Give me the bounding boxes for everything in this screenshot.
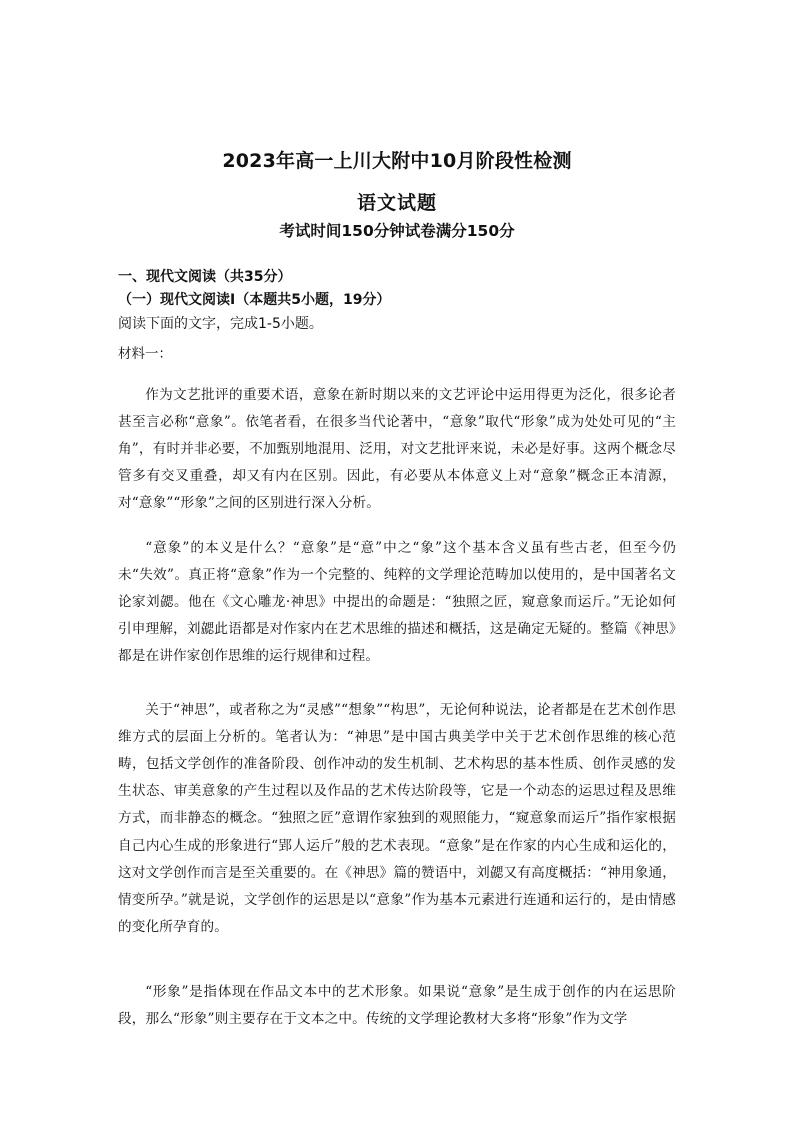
exam-info: 考试时间150分钟试卷满分150分 — [279, 222, 515, 240]
subject-title: 语文试题 — [356, 192, 437, 214]
exam-title: 2023年高一上川大附中10月阶段性检测 — [222, 150, 572, 172]
reading-instruction: 阅读下面的文字，完成1-5小题。 — [118, 316, 323, 332]
passage-paragraph-2: “意象”的本义是什么？“意象”是“意”中之“象”这个基本含义虽有些古老，但至今仍未“失效”。真正将“意象”作为一个完整的、纯粹的文学理论范畴加以使用的，是中国著名文论家刘勰。他在《文心雕龙·神思》中提出的命题是：“独照之匠，窥意象而运斤。”无论如何引申理解，刘勰此语都是对作家内在艺术思维的描述和概括，这是确定无疑的。整篇《神思》都是在讲作家创作思维的运行规律和过程。 — [118, 539, 676, 665]
section-heading: 一、现代文阅读（共35分） — [118, 269, 292, 285]
subsection-heading: （一）现代文阅读Ⅰ（本题共5小题，19分） — [118, 292, 391, 308]
passage-paragraph-4: “形象”是指体现在作品文本中的艺术形象。如果说“意象”是生成于创作的内在运思阶段，那么“形象”则主要存在于文本之中。传统的文学理论教材大多将“形象”作为文学 — [118, 983, 676, 1027]
material-label: 材料一： — [118, 346, 172, 362]
passage-paragraph-1: 作为文艺批评的重要术语，意象在新时期以来的文艺评论中运用得更为泛化，很多论者甚至言必称“意象”。依笔者看，在很多当代论著中，“意象”取代“形象”成为处处可见的“主角”，有时并非必要，不加甄别地混用、泛用，对文艺批评来说，未必是好事。这两个概念尽管多有交叉重叠，却又有内在区别。因此，有必要从本体意义上对“意象”概念正本清源，对“意象”“形象”之间的区别进行深入分析。 — [118, 386, 677, 512]
passage-paragraph-3: 关于“神思”，或者称之为“灵感”“想象”“构思”，无论何种说法，论者都是在艺术创作思维方式的层面上分析的。笔者认为：“神思”是中国古典美学中关于艺术创作思维的核心范畴，包括文学创作的准备阶段、创作冲动的发生机制、艺术构思的基本性质、创作灵感的发生状态、审美意象的产生过程以及作品的艺术传达阶段等，它是一个动态的运思过程及思维方式，而非静态的概念。“独照之匠”意谓作家独到的观照能力，“窥意象而运斤”指作家根据自己内心生成的形象进行“郢人运斤”般的艺术表现。“意象”是在作家的内心生成和运化的，这对文学创作而言是至关重要的。在《神思》篇的赞语中，刘勰又有高度概括：“神用象通，情变所孕。”就是说，文学创作的运思是以“意象”作为基本元素进行连通和运行的，是由情感的变化所孕育的。 — [118, 701, 676, 936]
